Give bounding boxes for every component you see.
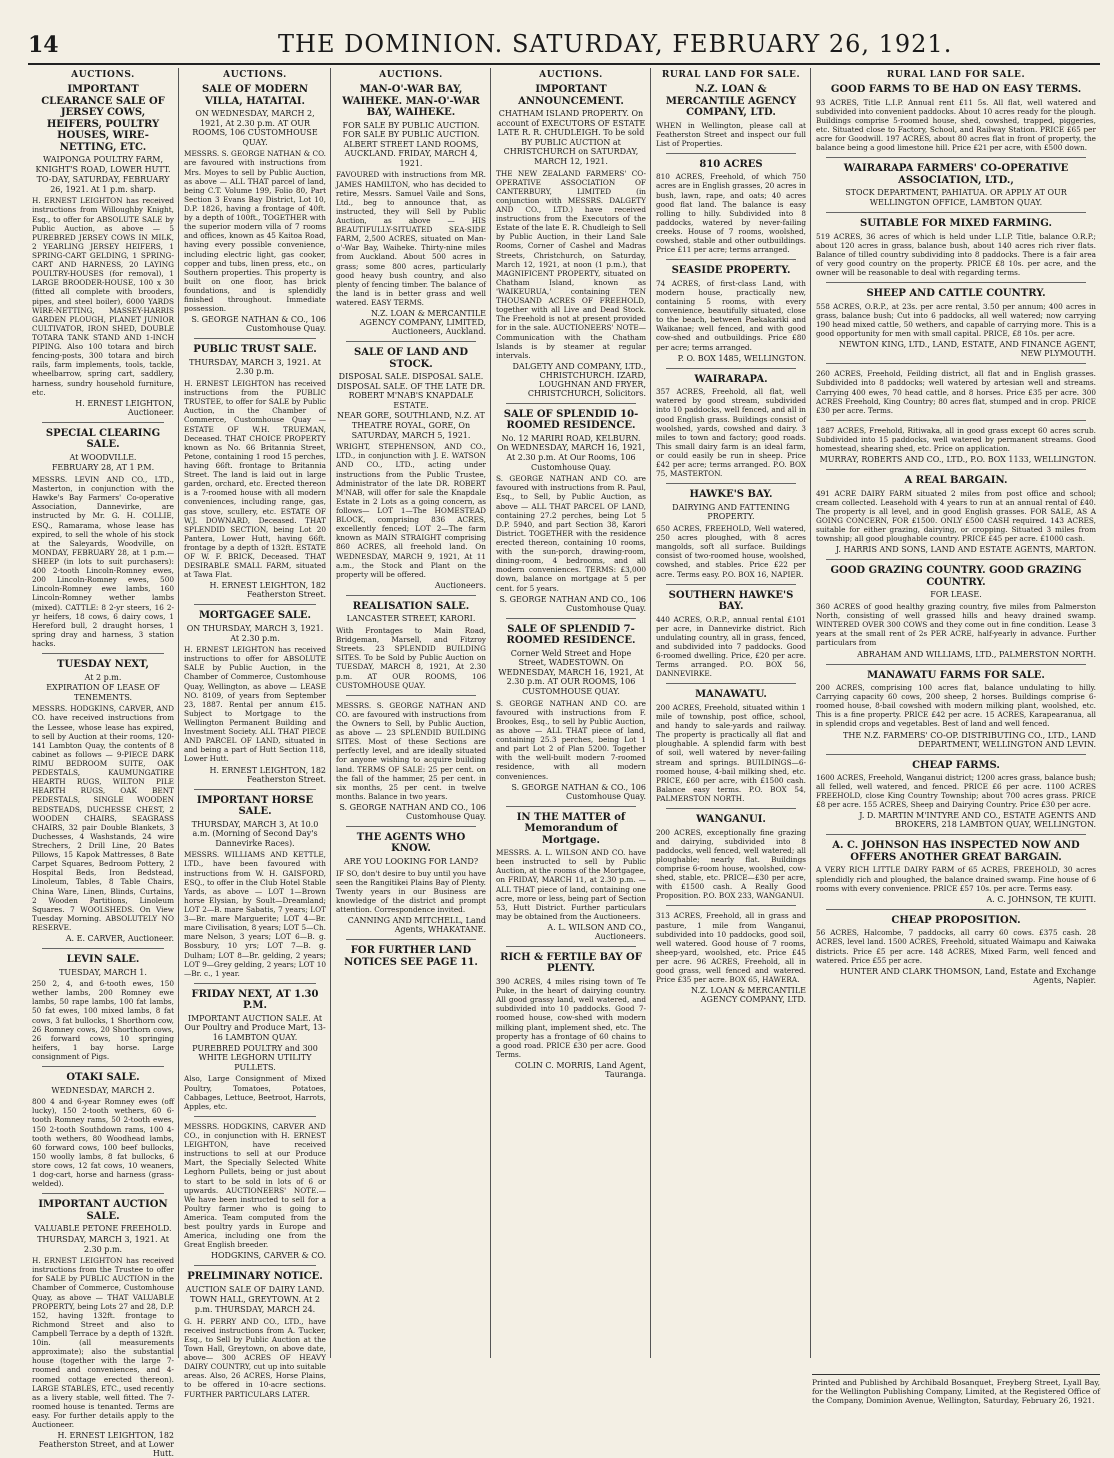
advertisement bbox=[32, 1199, 174, 1458]
ad-body-text: 200 ACRES, exceptionally fine grazing and dairying, subdivided into 8 paddocks, well fenced, well watered; all ploughable; nearly flat. Buildings comprise 6-room house, woolshed, cow-shed, stable, etc. PRICE—£30 per acre, with £1500 cash. A Really Good Proposition. P.O. BOX 233, WANGANUI. bbox=[656, 827, 806, 901]
ad-heading: SEASIDE PROPERTY. bbox=[671, 265, 791, 277]
ad-subheading: AUCTION SALE OF DAIRY LAND. bbox=[185, 1284, 325, 1294]
ad-divider bbox=[346, 939, 476, 940]
ad-heading: A. C. JOHNSON HAS INSPECTED NOW AND OFFERS ANOTHER GREAT BARGAIN. bbox=[832, 840, 1080, 863]
ad-signature: H. ERNEST LEIGHTON, 182 Featherston Street. bbox=[209, 581, 326, 600]
ad-body-text: 56 ACRES, Halcombe, 7 paddocks, all carry 60 cows. £375 cash. 28 ACRES, level land. 1500 ACRES, Freehold, situated Waimapu and Kaiwaka districts. Price £5 per acre. 148 ACRES, Mixed Farm, well fenced and watered. Price £55 per acre. bbox=[816, 928, 1096, 965]
advertisement bbox=[816, 288, 1096, 358]
ad-heading: OTAKI SALE. bbox=[66, 1072, 140, 1084]
ad-divider bbox=[826, 834, 1086, 835]
ad-heading: GOOD FARMS TO BE HAD ON EASY TERMS. bbox=[830, 84, 1082, 95]
ad-body-text: MESSRS. A. L. WILSON AND CO. have been instructed to sell by Public Auction, at the rooms of the Mortgagee, on FRIDAY, MARCH 11, at 2.30 p.m. — ALL THAT piece of land, containing one acre, more or less, being part of Section 53, Hutt District. Further particulars may be obtained from the Auctioneers. bbox=[496, 848, 646, 921]
advertisement bbox=[496, 624, 646, 801]
ad-divider bbox=[506, 618, 636, 619]
section-title: AUCTIONS. bbox=[71, 70, 135, 80]
advertisement bbox=[816, 760, 1096, 830]
ad-divider bbox=[42, 1193, 164, 1194]
ad-heading: IMPORTANT ANNOUNCEMENT. bbox=[518, 84, 624, 107]
ad-body-text: 74 ACRES, of first-class Land, with modern house, practically new, containing 5 rooms, with every convenience, beautifully situated, close to the beach, between Paekakariki and Waikanae; well fenced, and with good cow-shed and outbuildings. Price £80 per acre; terms arranged. bbox=[656, 278, 806, 352]
ad-heading: MANAWATU FARMS FOR SALE. bbox=[867, 669, 1045, 681]
ad-heading: IMPORTANT CLEARANCE SALE OF JERSEY COWS, HEIFERS, POULTRY HOUSES, WIRE-NETTING, ETC. bbox=[41, 84, 165, 153]
masthead-title: THE DOMINION. SATURDAY, FEBRUARY 26, 1921. bbox=[278, 30, 953, 58]
ad-divider bbox=[42, 422, 164, 423]
ad-signature: COLIN C. MORRIS, Land Agent, Tauranga. bbox=[514, 1060, 646, 1079]
page-number: 14 bbox=[28, 32, 59, 58]
ad-date-line: TOWN HALL, GREYTOWN. At 2 p.m. THURSDAY, MARCH 24. bbox=[190, 1295, 320, 1315]
ad-heading: SALE OF SPLENDID 7-ROOMED RESIDENCE. bbox=[506, 623, 636, 647]
ad-heading: WAIRARAPA FARMERS' CO-OPERATIVE ASSOCIATION, LTD., bbox=[843, 163, 1069, 186]
advertisement bbox=[816, 163, 1096, 207]
column-3 bbox=[332, 68, 490, 1353]
ad-divider bbox=[826, 559, 1086, 560]
advertisement bbox=[184, 610, 326, 783]
ad-divider bbox=[666, 483, 796, 484]
ad-divider bbox=[826, 212, 1086, 213]
ad-signature: A. L. WILSON AND CO., Auctioneers. bbox=[547, 922, 646, 941]
ad-subheading: DISPOSAL SALE. DISPOSAL SALE. DISPOSAL SALE. OF THE LATE DR. ROBERT M'NAB'S KNAPDALE ESTATE. bbox=[336, 372, 486, 410]
ad-subheading: FOR SALE BY PUBLIC AUCTION. FOR SALE BY PUBLIC AUCTION. ALBERT STREET LAND ROOMS, AUCKLAND. FRIDAY, MARCH 4, 1921. bbox=[342, 120, 480, 168]
ad-body-text: MESSRS. WILLIAMS AND KETTLE, LTD., have been favoured with instructions from W. H. GAISFORD, ESQ., to offer in the Club Hotel Stable Yards, as above — LOT 1—Brown horse Elysian, by Soult—Dreamland; LOT 2—B. mare Sabatis, 7 years; LOT 3—Br. mare Marguerite; LOT 4—Br. mare Civilisation, 8 years; LOT 5—Ch. mare Nelson, 3 years; LOT 6—B. g. Bossbury, 10 yrs; LOT 7—B. g. Dulham; LOT 8—Br. gelding, 2 years; LOT 9—Grey gelding, 2 years; LOT 10—Br. c., 1 year. bbox=[184, 850, 326, 978]
ad-subheading: LANCASTER STREET, KARORI. bbox=[346, 614, 476, 624]
advertisement bbox=[184, 795, 326, 978]
ad-date-line: NEAR GORE, SOUTHLAND, N.Z. AT THEATRE ROYAL, GORE, On SATURDAY, MARCH 5, 1921. bbox=[337, 411, 485, 440]
ad-signature: S. GEORGE NATHAN & CO., 106 Customhouse Quay. bbox=[191, 315, 326, 334]
ad-body-text: 200 ACRES, comprising 100 acres flat, balance undulating to hilly. Carrying capacity 60 cows, 200 sheep, 2 horses. Buildings comprise 6-roomed house, 8-bail cowshed with modern milking plant, woolshed, etc. This is a fine property. PRICE £42 per acre. 15 ACRES, Karapearanua, all in splendid crops and vegetables. Best of land and well fenced. bbox=[816, 683, 1096, 729]
ad-date-line: EXPIRATION OF LEASE OF TENEMENTS. bbox=[46, 683, 160, 702]
masthead-rule bbox=[28, 63, 1100, 65]
advertisement bbox=[32, 1072, 174, 1188]
advertisement bbox=[496, 812, 646, 941]
ad-body-text: S. GEORGE NATHAN AND CO. are favoured with instructions from R. Paul, Esq., to Sell, by Public Auction, as above — ALL THAT PARCEL OF LAND, containing 27.2 perches, being Lot 5 D.P. 5940, and part Section 38, Karori District. TOGETHER with the residence erected thereon, containing 10 rooms, with the sun-porch, drawing-room, dining-room, 4 bedrooms, and all modern conveniences. TERMS: £3,000 down, balance on mortgage at 5 per cent. for 5 years. bbox=[496, 474, 646, 593]
ad-body-text: 200 ACRES, Freehold, situated within 1 mile of township, post office, school, and handy to sale-yards and railway. The property is practically all flat and ploughable. A splendid farm with best of soil, well watered by never-failing stream and springs. BUILDINGS—6-roomed house, 4-bail milking shed, etc. PRICE, £60 per acre, with £1500 cash. Balance easy terms. P.O. BOX 54, PALMERSTON NORTH. bbox=[656, 702, 806, 803]
ad-signature: H. ERNEST LEIGHTON, 182 Featherston Street, and at Lower Hutt. bbox=[38, 1431, 174, 1458]
ad-heading: SALE OF LAND AND STOCK. bbox=[353, 347, 469, 370]
advertisement bbox=[336, 832, 486, 934]
advertisement bbox=[496, 409, 646, 613]
ad-heading: WANGANUI. bbox=[696, 814, 766, 826]
advertisement bbox=[816, 670, 1096, 749]
ad-body-text: 1600 ACRES, Freehold, Wanganui district; 1200 acres grass, balance bush; all felled, well watered, and fenced. PRICE £6 per acre. 1100 ACRES FREEHOLD, close King Country Township; about 700 acres grass. PRICE £8 per acre. 155 ACRES, Sheep and Dairying Country. Price £30 per acre. bbox=[816, 773, 1096, 810]
ad-subheading: TUESDAY, MARCH 1. bbox=[59, 967, 147, 977]
advertisement bbox=[816, 369, 1096, 415]
ad-heading: HAWKE'S BAY. bbox=[689, 489, 773, 501]
section-title: AUCTIONS. bbox=[539, 70, 603, 80]
ad-date-line: FEBRUARY 28, AT 1 P.M. bbox=[51, 463, 155, 473]
ad-heading: CHEAP FARMS. bbox=[912, 759, 1000, 771]
ad-body-text: 93 ACRES, Title L.I.P. Annual rent £11 5s. All flat, well watered and subdivided into convenient paddocks. About 10 acres ready for the plough. Buildings comprise 5-roomed house, shed, cowshed, trapped, piggeries, etc. Situated close to Factory, School, and Railway Station. PRICE £65 per acre for Goodwill. 197 ACRES, about 80 acres flat in front of property, the balance being a good limestone hill. Price £21 per acre, with £500 down. bbox=[816, 97, 1096, 153]
ad-divider bbox=[826, 157, 1086, 158]
advertisement bbox=[816, 218, 1096, 277]
ad-signature: A. E. CARVER, Auctioneer. bbox=[65, 934, 174, 944]
ad-signature: HODGKINS, CARVER & CO. bbox=[211, 1251, 326, 1261]
ad-divider bbox=[826, 363, 1086, 364]
ad-divider bbox=[666, 584, 796, 585]
ad-divider bbox=[666, 683, 796, 684]
ad-date-line: TO-DAY, SATURDAY, FEBRUARY 26, 1921. At 1 p.m. sharp. bbox=[36, 175, 170, 194]
ad-heading: LEVIN SALE. bbox=[66, 954, 140, 966]
ad-divider bbox=[826, 420, 1086, 421]
ad-divider bbox=[826, 754, 1086, 755]
column-1 bbox=[28, 68, 178, 1458]
ad-heading: PRELIMINARY NOTICE. bbox=[187, 1271, 323, 1283]
ad-body-text: 650 ACRES, FREEHOLD, Well watered, 250 acres ploughed, with 8 acres mangolds, soft all surface. Buildings consist of two-roomed house, woolshed, cowshed, and stables. Price £22 per acre. Terms easy. P.O. BOX 16, NAPIER. bbox=[656, 523, 806, 579]
ad-body-text: MESSRS. HODGKINS, CARVER, AND CO. have received instructions from the Lessee, whose lease has expired, to sell by Auction at their rooms, 120-141 Lambton Quay, the contents of 8 cabinet as follows — 9-PIECE DARK RIMU BEDROOM SUITE, OAK PEDESTALS, KAUMUNGATIRE HEARTH RUGS, WILTON PILE HEARTH RUGS, OAK BENT PEDESTALS, SINGLE WOODEN BEDSTEADS, DUCHESSE CHEST, 2 WOODEN CHAIRS, SEAGRASS CHAIRS, 32 pair Double Blankets, 3 Duchesses, 4 Washstands, 24 wire Strechers, 2 Drill Line, 20 Bates Pillows, 15 Kapok Mattresses, 8 Bate Carpet Squares, Bedroom Pottery, 2 Hospital Beds, Iron Bedstead, Linoleum, Tables, 8 Table Chairs, China Ware, Linen, Blinds, Curtains, 2 Wooden Partitions, Linoleum Squares. 7 WOOLSHEDS. On View Tuesday Morning. ABSOLUTELY NO RESERVE. bbox=[32, 704, 174, 932]
ad-subheading: THURSDAY, MARCH 3, 1921. At 2.30 p.m. bbox=[189, 357, 321, 377]
ad-body-text: 357 ACRES, Freehold, all flat, well watered by good stream, subdivided into 10 paddocks, well fenced, and all in good English grass. Buildings consist of woolshed, yards, cowshed and dairy. 3 miles to town and factory; good roads. This small dairy farm is an ideal farm, or could easily be run in sheep. Price £42 per acre; terms arranged. P.O. BOX 75, MASTERTON. bbox=[656, 387, 806, 479]
ad-signature: THE N.Z. FARMERS' CO-OP. DISTRIBUTING CO., LTD., LAND DEPARTMENT, WELLINGTON AND LEVIN. bbox=[843, 730, 1096, 749]
ad-signature: Auctioneers. bbox=[434, 580, 486, 590]
ad-divider bbox=[346, 695, 476, 696]
ad-subheading: THURSDAY, MARCH 3, At 10.0 a.m. (Morning of Second Day's Dannevirke Races). bbox=[191, 819, 319, 848]
masthead-bar bbox=[28, 30, 1100, 60]
ad-body-text: A VERY RICH LITTLE DAIRY FARM of 65 ACRES, FREEHOLD, 30 acres splendidly rich and ploughed, the balance drained swamp. Fine house of 6 rooms with every convenience. PRICE £57 10s. per acre. Terms easy. bbox=[816, 865, 1096, 893]
ad-divider bbox=[506, 806, 636, 807]
ad-subheading: ON THURSDAY, MARCH 3, 1921. At 2.30 p.m. bbox=[186, 623, 324, 643]
section-title: RURAL LAND FOR SALE. bbox=[886, 70, 1026, 80]
ad-signature: S. GEORGE NATHAN & CO., 106 Customhouse Quay. bbox=[511, 782, 646, 801]
ad-divider bbox=[194, 983, 316, 984]
section-title: AUCTIONS. bbox=[379, 70, 443, 80]
ad-body-text: 800 4 and 6-year Romney ewes (off lucky), 150 2-tooth wethers, 60 6-tooth Romney rams, 50 2-tooth ewes, 150 2-tooth Southdown rams, 100 4-tooth wethers, 80 Woodhead lambs, 60 forward cows, 100 beef bullocks, 150 woolly lambs, 8 fat bullocks, 6 store cows, 12 fat cows, 10 weaners, 1 dog-cart, horse and harness (grass-welded). bbox=[32, 1097, 174, 1189]
ad-subheading: WAIPONGA POULTRY FARM, KNIGHT'S ROAD, LOWER HUTT. bbox=[35, 155, 171, 174]
ad-divider bbox=[194, 604, 316, 605]
ad-body-text: 810 ACRES, Freehold, of which 750 acres are in English grasses, 20 acres in bush, lawn, rape, and oats; 40 acres good flat land. The balance is easy rolling to hilly. Subdivided into 8 paddocks, watered by never-failing creeks. House of 7 rooms, woolshed, cowshed, stable and other outbuildings. Price £11 per acre; terms arranged. bbox=[656, 172, 806, 255]
ad-divider bbox=[194, 1265, 316, 1266]
ad-heading: MORTGAGEE SALE. bbox=[198, 610, 312, 622]
ad-subheading: STOCK DEPARTMENT, PAHIATUA. OR APPLY AT OUR WELLINGTON OFFICE, LAMBTON QUAY. bbox=[845, 188, 1067, 207]
ad-signature: N.Z. LOAN & MERCANTILE AGENCY COMPANY, LIMITED, Auctioneers, Auckland. bbox=[359, 309, 486, 337]
ad-heading: N.Z. LOAN & MERCANTILE AGENCY COMPANY, LTD. bbox=[665, 84, 797, 118]
advertisement bbox=[336, 347, 486, 590]
ad-heading: MANAWATU. bbox=[695, 689, 767, 701]
ad-subheading: DAIRYING AND FATTENING PROPERTY. bbox=[672, 502, 790, 522]
advertisement bbox=[656, 84, 806, 148]
ad-heading: TUESDAY NEXT, bbox=[57, 659, 149, 671]
advertisement bbox=[336, 601, 486, 690]
ad-body-text: 250 2, 4, and 6-tooth ewes, 150 wether lambs, 200 Romney ewe lambs, 50 rape lambs, 100 fat lambs, 50 fat ewes, 100 mixed lambs, 8 fat cows, 3 fat bullocks, 1 Shorthorn cow, 26 Romney cows, 20 Shorthorn cows, 26 forward cows, 10 springing heifers, 1 bay horse. Large consignment of Pigs. bbox=[32, 979, 174, 1062]
ad-signature: MURRAY, ROBERTS AND CO., LTD., P.O. BOX 1133, WELLINGTON. bbox=[819, 455, 1096, 465]
ad-heading: CHEAP PROPOSITION. bbox=[891, 914, 1021, 926]
ad-subheading: CHATHAM ISLAND PROPERTY. On account of EXECUTORS OF ESTATE LATE R. R. CHUDLEIGH. To be sold BY PUBLIC AUCTION at CHRISTCHURCH on SATURDAY, MARCH 12, 1921. bbox=[496, 109, 646, 166]
ad-signature: NEWTON KING, LTD., LAND, ESTATE, AND FINANCE AGENT, NEW PLYMOUTH. bbox=[838, 340, 1096, 359]
column-4 bbox=[492, 68, 650, 1353]
ad-divider bbox=[346, 826, 476, 827]
advertisement bbox=[184, 989, 326, 1111]
ad-signature: J. HARRIS AND SONS, LAND AND ESTATE AGENTS, MARTON. bbox=[835, 545, 1096, 555]
ad-subheading: At WOODVILLE. bbox=[69, 452, 137, 462]
advertisement bbox=[184, 84, 326, 333]
ad-subheading: At 2 p.m. bbox=[84, 672, 122, 682]
advertisement bbox=[656, 489, 806, 578]
ad-divider bbox=[826, 469, 1086, 470]
advertisement bbox=[656, 159, 806, 254]
ad-body-text: FAVOURED with instructions from MR. JAMES HAMILTON, who has decided to retire, Messrs. Samuel Vaile and Sons, Ltd., beg to announce that, as instructed, they will Sell by Public Auction, as above — HIS BEAUTIFULLY-SITUATED SEA-SIDE FARM, 2,500 ACRES, situated on Man-o'-War Bay, Waiheke. Thirty-nine miles from Auckland. About 500 acres in grass; some 800 acres, particularly good heavy bush country, and also plenty of fencing timber. The balance of the land is in better grass and well watered. EASY TERMS. bbox=[336, 170, 486, 307]
ad-divider bbox=[194, 338, 316, 339]
ad-signature: N.Z. LOAN & MERCANTILE AGENCY COMPANY, LTD. bbox=[691, 986, 806, 1005]
ad-body-text: 491 ACRE DAIRY FARM situated 2 miles from post office and school; cream collected. Leasehold with 4 years to run at an annual rental of £40. The property is all level, and in good English grasses. FOR SALE, AS A GOING CONCERN, FOR £1500. ONLY £500 CASH required. 143 ACRES, suitable for either grazing, dairying, or cropping. Situated 3 miles from township; all good ploughable country. PRICE £45 per acre. £1000 cash. bbox=[816, 488, 1096, 544]
ad-signature: H. ERNEST LEIGHTON, 182 Featherston Street. bbox=[209, 765, 326, 784]
ad-heading: IN THE MATTER of Memorandum of Mortgage. bbox=[516, 811, 626, 846]
ad-body-text: WHEN in Wellington, please call at Featherston Street and inspect our full List of Properties. bbox=[656, 120, 806, 148]
ad-subheading: IMPORTANT AUCTION SALE. At Our Poultry and Produce Mart, 13-16 LAMBTON QUAY. bbox=[184, 1013, 326, 1043]
section-title: AUCTIONS. bbox=[223, 70, 287, 80]
ad-heading: WAIRARAPA. bbox=[694, 373, 768, 385]
column-2 bbox=[180, 68, 330, 1399]
advertisement bbox=[336, 701, 486, 821]
ad-body-text: H. ERNEST LEIGHTON has received instructions from Willoughby Knight, Esq., to offer for ABSOLUTE SALE by Public Auction, as above — 5 PUREBRED JERSEY COWS IN MILK, 2 YEARLING JERSEY HEIFERS, 1 SPRING-CART GELDING, 1 SPRING-CART AND HARNESS, 20 LAYING POULTRY-HOUSES (for removal), 1 LARGE BROODER-HOUSE, 100 x 30 (fitted all complete with brooders, pipes, and steel boiler), 6000 YARDS WIRE-NETTING, MASSEY-HARRIS GARDEN PLOUGH, PLANET JUNIOR CULTIVATOR, IRON SHED, DOUBLE TOTARA TANK STAND AND 1-INCH PIPING. Also 100 totara and birch fencing-posts, 300 totara and birch rails, farm implements, tools, tackle, wheelbarrow, spring cart, saddlery, harness, sundry household furniture, etc. bbox=[32, 196, 174, 397]
ad-divider bbox=[506, 403, 636, 404]
column-separator bbox=[178, 68, 179, 1358]
ad-body-text: 519 ACRES, 36 acres of which is held under L.I.P. Title, balance O.R.P.; about 120 acres in grass, balance bush, about 140 acres rich river flats. Balance of tilled country subdividing into 8 paddocks. There is a fair area of very good country on the property. PRICE £8 10s. per acre, and the owner will be reasonable to deal with regarding terms. bbox=[816, 231, 1096, 278]
ad-heading: MAN-O'-WAR BAY, WAIHEKE. MAN-O'-WAR BAY, WAIHEKE. bbox=[342, 84, 480, 118]
ad-divider bbox=[194, 1116, 316, 1117]
ad-signature: S. GEORGE NATHAN AND CO., 106 Customhouse Quay. bbox=[499, 594, 646, 613]
advertisement bbox=[336, 84, 486, 336]
ad-divider bbox=[826, 909, 1086, 910]
advertisement bbox=[816, 84, 1096, 152]
ad-signature: P. O. BOX 1485, WELLINGTON. bbox=[677, 353, 806, 363]
ad-date-line: THURSDAY, MARCH 3, 1921. At 2.30 p.m. bbox=[37, 1234, 169, 1254]
ad-subheading: WEDNESDAY, MARCH 2. bbox=[51, 1085, 155, 1095]
ad-body-text: 360 ACRES of good healthy grazing country, five miles from Palmerston North, consisting of well grassed hills and heavy drained swamp. WINTERED OVER 300 COWS and they come out in fine condition. Lease 3 years at the small rent of 2s PER ACRE, half-yearly in advance. Further particulars from bbox=[816, 601, 1096, 648]
advertisement bbox=[816, 840, 1096, 903]
advertisement bbox=[496, 84, 646, 398]
advertisement bbox=[336, 945, 486, 968]
advertisement bbox=[184, 1271, 326, 1398]
ad-heading: FRIDAY NEXT, AT 1.30 P.M. bbox=[191, 988, 319, 1012]
advertisement bbox=[816, 426, 1096, 464]
column-separator bbox=[650, 68, 651, 1358]
ad-subheading: VALUABLE PETONE FREEHOLD. bbox=[34, 1224, 172, 1234]
ad-divider bbox=[666, 368, 796, 369]
ad-heading: A REAL BARGAIN. bbox=[904, 475, 1008, 487]
ad-date-line: PUREBRED POULTRY and 300 WHITE LEGHORN UTILITY PULLETS. bbox=[192, 1043, 318, 1072]
advertisement bbox=[656, 265, 806, 362]
ad-heading: IMPORTANT HORSE SALE. bbox=[196, 794, 314, 818]
advertisement bbox=[496, 952, 646, 1079]
ad-signature: J. D. MARTIN M'INTYRE AND CO., ESTATE AGENTS AND BROKERS, 218 LAMBTON QUAY, WELLINGTON. bbox=[859, 811, 1096, 830]
advertisement bbox=[32, 954, 174, 1061]
ad-divider bbox=[666, 905, 796, 906]
ad-body-text: WRIGHT, STEPHENSON, AND CO., LTD., in conjunction with J. E. WATSON AND CO., LTD., acting under instructions from the Public Trustee, Administrator of the late DR. ROBERT M'NAB, will offer for sale the Knapdale Estate in 2 Lots as a going concern, as follows— LOT 1—The HOMESTEAD BLOCK, comprising 836 ACRES, excellently fenced; LOT 2—The farm known as MAIN STRAIGHT comprising 860 ACRES, all freehold land. On WEDNESDAY, MARCH 9, 1921, At 11 a.m., the Stock and Plant on the property will be offered. bbox=[336, 442, 486, 579]
ad-body-text: 440 ACRES, O.R.P., annual rental £101 per acre, in Dannevirke district. Rich undulating country, all in grass, fenced, and subdivided into 7 paddocks. Good 6-roomed dwelling. Price, £20 per acre. Terms arranged. P.O. BOX 56, DANNEVIRKE. bbox=[656, 614, 806, 679]
advertisement bbox=[184, 1122, 326, 1261]
ad-body-text: IF SO, don't desire to buy until you have seen the Rangitikei Plains Bay of Plenty. Twenty years in our Business are knowledge of the district and prompt attention. Correspondence invited. bbox=[336, 868, 486, 914]
ad-body-text: S. GEORGE NATHAN AND CO. are favoured with instructions from F. Brookes, Esq., to sell by Public Auction, as above — ALL THAT piece of land, containing 25.3 perches, being Lot 1 and part Lot 2 of Plan 5200. Together with the well-built modern 7-roomed residence, with all modern conveniences. bbox=[496, 698, 646, 781]
ad-divider bbox=[346, 595, 476, 596]
column-5 bbox=[652, 68, 810, 1353]
ad-subheading: ON WEDNESDAY, MARCH 2, 1921, At 2.30 p.m. AT OUR ROOMS, 106 CUSTOMHOUSE QUAY. bbox=[192, 109, 318, 147]
advertisement bbox=[656, 911, 806, 1004]
advertisement bbox=[816, 565, 1096, 658]
advertisement bbox=[32, 84, 174, 417]
ad-divider bbox=[42, 653, 164, 654]
ad-signature: HUNTER AND CLARK THOMSON, Land, Estate and Exchange Agents, Napier. bbox=[840, 966, 1096, 985]
ad-subheading: Corner Weld Street and Hope Street, WADESTOWN. On WEDNESDAY, MARCH 16, 1921, At 2.30 p.m. AT OUR ROOMS, 106 CUSTOMHOUSE QUAY. bbox=[498, 648, 644, 697]
ad-divider bbox=[826, 664, 1086, 665]
ad-heading: RICH & FERTILE BAY OF PLENTY. bbox=[500, 951, 642, 975]
ad-divider bbox=[42, 948, 164, 949]
ad-heading: IMPORTANT AUCTION SALE. bbox=[38, 1199, 168, 1222]
ad-signature: S. GEORGE NATHAN AND CO., 106 Customhouse Quay. bbox=[339, 802, 486, 821]
ad-heading: FOR FURTHER LAND NOTICES SEE PAGE 11. bbox=[344, 945, 478, 968]
ad-heading: REALISATION SALE. bbox=[352, 600, 470, 612]
ad-signature: H. ERNEST LEIGHTON, Auctioneer. bbox=[75, 398, 174, 417]
ad-body-text: 260 ACRES, Freehold, Feilding district, all flat and in English grasses. Subdivided into 8 paddocks; well watered by artesian well and streams. Carrying 400 ewes, 70 head cattle, and 8 horses. Price £35 per acre. 300 ACRES Freehold, King Country; 80 acres flat, stumped and in crop. PRICE £30 per acre. Terms. bbox=[816, 369, 1096, 415]
ad-body-text: Also, Large Consignment of Mixed Poultry, Tomatoes, Potatoes, Cabbages, Lettuce, Beetroot, Harrots, Apples, etc. bbox=[184, 1074, 326, 1111]
advertisement bbox=[656, 814, 806, 900]
ad-body-text: H. ERNEST LEIGHTON has received instructions from the Trustee to offer for SALE by PUBLIC AUCTION in the Chamber of Commerce, Customhouse Quay, as above — THAT VALUABLE PROPERTY, being Lots 27 and 28, D.P. 152, having 132ft. frontage to Richmond Street and also to Campbell Terrace by a depth of 132ft. 10in. (all measurements approximate); also the substantial house (together with the large 7-roomed and conveniences, and 4-roomed cottage erected thereon). LARGE STABLES, ETC., used recently as a livery stable, well fitted. The 7-roomed house is tenanted. Terms are easy. For further details apply to the Auctioneer. bbox=[32, 1256, 174, 1430]
ad-signature: A. C. JOHNSON, TE KUITI. bbox=[986, 894, 1096, 904]
column-separator bbox=[810, 68, 811, 1358]
ad-body-text: MESSRS. HODGKINS, CARVER AND CO., in conjunction with H. ERNEST LEIGHTON, have received instructions to sell at our Produce Mart, the Specially Selected White Leghorn Pullets, being or just about to start to be sold in lots of 6 or upwards. AUCTIONEERS' NOTE.—We have been instructed to sell for a Poultry farmer who is going to America. Team computed from the best poultry yards in Europe and America, including one from the Great English breeder. bbox=[184, 1121, 326, 1250]
column-separator bbox=[490, 68, 491, 1358]
ad-divider bbox=[346, 341, 476, 342]
column-6 bbox=[812, 68, 1100, 1353]
ad-body-text: With Frontages to Main Road, Bridgeman, Marsell, and Fitzroy Streets. 23 SPLENDID BUILDING SITES. To be Sold by Public Auction on TUESDAY, MARCH 8, 1921, At 2.30 p.m. AT OUR ROOMS, 106 CUSTOMHOUSE QUAY. bbox=[336, 626, 486, 690]
ad-signature: ABRAHAM AND WILLIAMS, LTD., PALMERSTON NORTH. bbox=[857, 649, 1096, 659]
advertisement bbox=[656, 689, 806, 803]
advertisement bbox=[656, 374, 806, 479]
ad-body-text: THE NEW ZEALAND FARMERS' CO-OPERATIVE ASSOCIATION OF CANTERBURY, LIMITED (in conjunction with MESSRS. DALGETY AND CO., LTD.) have received instructions from the Executors of the Estate of the late E. R. Chudleigh to Sell by Public Auction, in their Land Sale Rooms, Corner of Cashel and Madras Streets, Christchurch, on Saturday, March 12, 1921, at noon (1 p.m.), that MAGNIFICENT PROPERTY, situated on Chatham Island, known as 'WAIKEURUA,' containing TEN THOUSAND ACRES OF FREEHOLD, together with all Live and Dead Stock. The Freehold is not at present provided for in the sale. AUCTIONEERS' NOTE—Communication with the Chatham Islands is by steamer at regular intervals. bbox=[496, 168, 646, 360]
ad-divider bbox=[826, 282, 1086, 283]
ad-heading: SUITABLE FOR MIXED FARMING. bbox=[860, 218, 1052, 230]
advertisement bbox=[184, 344, 326, 599]
ad-divider bbox=[194, 789, 316, 790]
ad-heading: SHEEP AND CATTLE COUNTRY. bbox=[866, 288, 1046, 300]
ad-body-text: 1887 ACRES, Freehold, Ritiwaka, all in good grass except 60 acres scrub. Subdivided into 15 paddocks, well watered by permanent streams. Good homestead, shearing shed, etc. Price on application. bbox=[816, 425, 1096, 454]
ad-body-text: MESSRS. LEVIN AND CO., LTD., Masterton, in conjunction with the Hawke's Bay Farmers' Co-operative Association, Dannevirke, are instructed by Mr. G. H. COLLIE, ESQ., Ramarama, whose lease has expired, to sell the whole of his stock at the Saleyards, Woodville, on MONDAY, FEBRUARY 28, at 1 p.m.— SHEEP (in lots to suit purchasers): 400 2-tooth Lincoln-Romney ewes, 200 Lincoln-Romney ewes, 500 Lincoln-Romney ewe lambs, 160 Lincoln-Romney wether lambs (mixed). CATTLE: 8 2-yr steers, 16 2-yr heifers, 18 cows, 6 dairy cows, 1 Hereford bull, 2 draught horses, 1 spring dray and harness, 3 station hacks. bbox=[32, 474, 174, 648]
ad-body-text: 313 ACRES, Freehold, all in grass and pasture, 1 mile from Wanganui, subdivided into 10 paddocks, good soil, well watered. Good house of 7 rooms, sheep-yard, woolshed, etc. Price £45 per acre. 96 ACRES, Freehold, all in good grass, well fenced and watered. Price £35 per acre. BOX 65, HAWERA. bbox=[656, 911, 806, 985]
ad-heading: SALE OF MODERN VILLA, HATAITAI. bbox=[202, 84, 308, 107]
ad-body-text: MESSRS. S. GEORGE NATHAN & CO. are favoured with instructions from Mrs. Moyes to sell by Public Auction, as above — ALL THAT parcel of land, being C.T. Volume 199, Folio 80, Part Section 3 Evans Bay District, Lot 10, D.P. 1826, having a frontage of 40ft. by a depth of 100ft., TOGETHER with the superior modern villa of 7 rooms and offices, known as 45 Kaitoa Road, having every possible convenience, including electric light, gas cooker, copper and tubs, linen press, etc., on Southern properties. This property is built on one floor, has brick foundations, and is splendidly finished throughout. Immediate possession. bbox=[184, 149, 326, 314]
ad-divider bbox=[666, 259, 796, 260]
ad-body-text: H. ERNEST LEIGHTON has received instructions from the PUBLIC TRUSTEE, to offer for SALE by Public Auction, in the Chamber of Commerce, Customhouse Quay — ESTATE OF W.H. TRUEMAN, Deceased. THAT CHOICE PROPERTY known as No. 66 Britannia Street, Petone, containing 1 rood 15 perches, having 66ft. frontage to Britannia Street. The land is laid out in large garden, orchard, etc. Erected thereon is a 7-roomed house with all modern conveniences, including range, gas, gas stove, scullery, etc. ESTATE OF W.J. DOWNARD, Deceased. THAT SPLENDID SECTION, being Lot 20 Pantera, Lower Hutt, having 66ft. frontage by a depth of 132ft. ESTATE OF W. F. BRICK, Deceased. THAT DESIRABLE SMALL FARM, situated at Tawa Flat. bbox=[184, 379, 326, 580]
ad-body-text: G. H. PERRY AND CO., LTD., have received instructions from A. Tucker, Esq., to Sell by Public Auction at the Town Hall, Greytown, on above date, above— 300 ACRES OF HEAVY DAIRY COUNTRY, cut up into suitable areas. Also, 26 ACRES, Horse Plains, to be offered in 10-acre sections. FURTHER PARTICULARS LATER. bbox=[184, 1316, 326, 1399]
column-separator bbox=[330, 68, 331, 1358]
ad-divider bbox=[42, 1066, 164, 1067]
ad-divider bbox=[506, 946, 636, 947]
imprint-footer: Printed and Published by Archibald Bosanquet, Freyberg Street, Lyall Bay, for the Wellington Publishing Company, Limited, at the Registered Office of the Company, Dominion Avenue, Wellington, Saturday, February 26, 1921. bbox=[812, 1378, 1100, 1405]
ad-divider bbox=[666, 153, 796, 154]
ad-subheading: No. 12 MARIRI ROAD, KELBURN. On WEDNESDAY, MARCH 16, 1921, At 2.30 p.m. At Our Rooms, 106 Customhouse Quay. bbox=[496, 433, 646, 472]
advertisement bbox=[32, 428, 174, 648]
ad-subheading: ARE YOU LOOKING FOR LAND? bbox=[343, 856, 479, 866]
ad-body-text: 558 ACRES, O.R.P., at 23s. per acre rental, 3.50 per annum; 400 acres in grass, balance bush; Cut into 6 paddocks, all well watered; now carrying 190 head mixed cattle, 50 wethers, and capable of carrying more. This is a good opportunity for men with small capital. PRICE, £8 10s. per acre. bbox=[816, 301, 1096, 339]
ad-signature: CANNING AND MITCHELL, Land Agents, WHAKATANE. bbox=[347, 916, 486, 935]
ad-heading: SALE OF SPLENDID 10-ROOMED RESIDENCE. bbox=[503, 408, 639, 432]
advertisement bbox=[816, 915, 1096, 985]
ad-body-text: H. ERNEST LEIGHTON has received instructions to offer for ABSOLUTE SALE by Public Auction, in the Chamber of Commerce, Customhouse Quay, Wellington, as above — LEASE NO. 8109, of years from September 23, 1887. Rental per annum £15. Subject to Mortgage to the Wellington Permanent Building and Investment Society. ALL THAT PIECE AND PARCEL OF LAND, situated in and being a part of Hutt Section 118, Lower Hutt. bbox=[184, 645, 326, 764]
ad-body-text: 390 ACRES, 4 miles rising town of Te Puke, in the heart of dairying country. All good grassy land, well watered, and subdivided into 10 paddocks. Good 7-roomed house, cow-shed with modern milking plant, implement shed, etc. The property has a frontage of 60 chains to a good road. PRICE £30 per acre. Good Terms. bbox=[496, 976, 646, 1059]
ad-heading: SOUTHERN HAWKE'S BAY. bbox=[668, 589, 794, 613]
footer-rule bbox=[812, 1374, 1100, 1375]
advertisement bbox=[656, 590, 806, 679]
ad-heading: PUBLIC TRUST SALE. bbox=[193, 344, 317, 356]
section-title: RURAL LAND FOR SALE. bbox=[661, 70, 801, 80]
ad-subheading: FOR LEASE. bbox=[930, 590, 982, 600]
ad-heading: 810 ACRES bbox=[699, 158, 763, 170]
ad-body-text: MESSRS. S. GEORGE NATHAN AND CO. are favoured with instructions from the Owners to Sell, by Public Auction, as above — 23 SPLENDID BUILDING SITES. Most of these Sections are perfectly level, and are ideally situated for anyone wishing to acquire building land. TERMS OF SALE: 25 per cent. on the fall of the hammer, 25 per cent. in six months, 25 per cent. in twelve months. Balance in two years. bbox=[336, 700, 486, 801]
advertisement bbox=[32, 659, 174, 943]
ad-divider bbox=[666, 808, 796, 809]
ad-heading: GOOD GRAZING COUNTRY. GOOD GRAZING COUNTRY. bbox=[830, 565, 1082, 588]
ad-signature: DALGETY AND COMPANY, LTD., CHRISTCHURCH. IZARD, LOUGHNAN AND FRYER, CHRISTCHURCH, Solicitors. bbox=[512, 361, 646, 398]
ad-heading: SPECIAL CLEARING SALE. bbox=[45, 427, 161, 451]
advertisement bbox=[816, 475, 1096, 554]
ad-heading: THE AGENTS WHO KNOW. bbox=[356, 831, 466, 855]
